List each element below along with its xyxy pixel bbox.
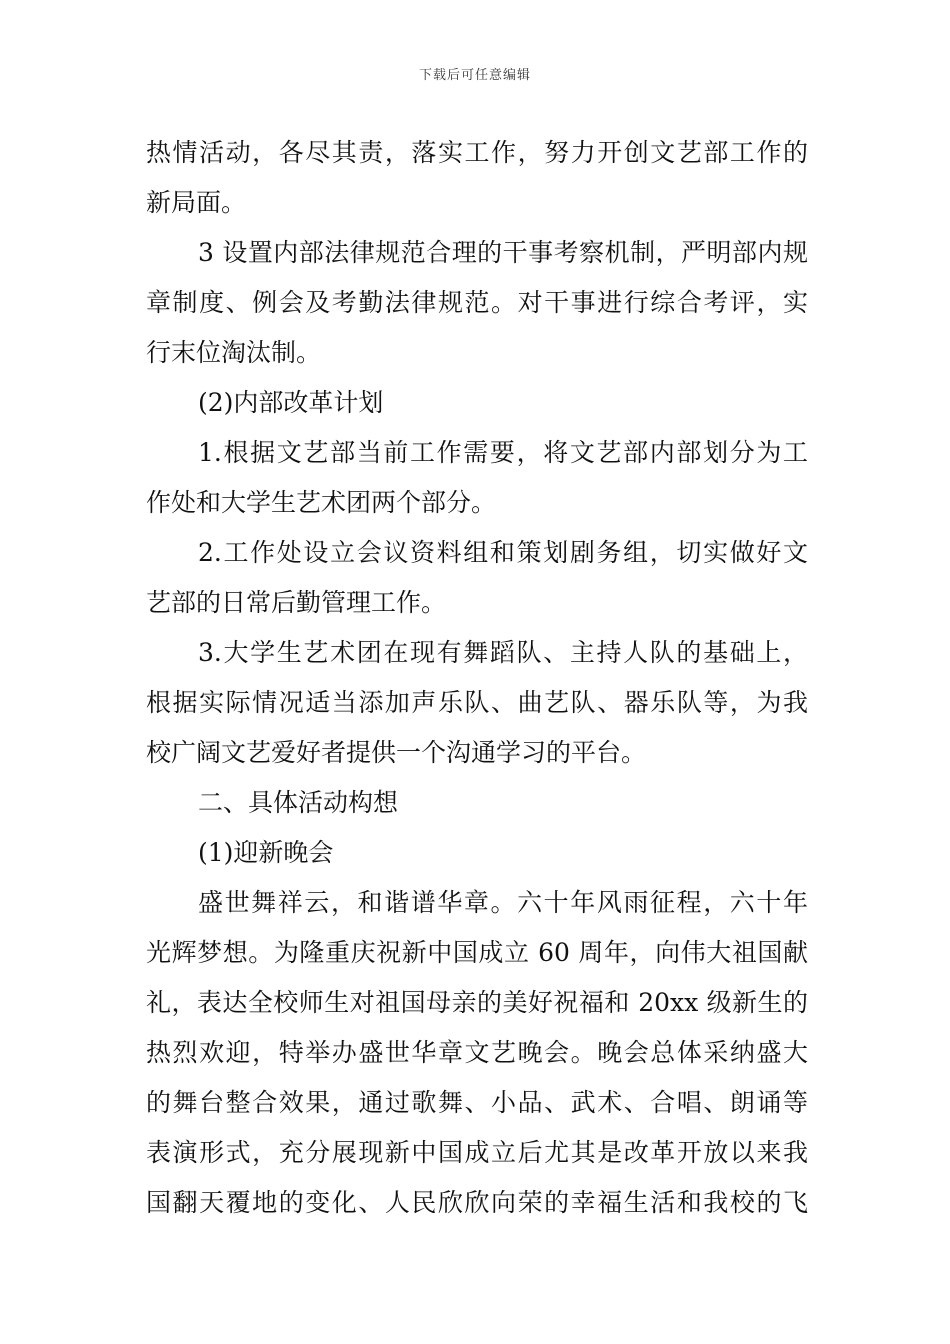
- text-line: (2)内部改革计划: [198, 388, 384, 417]
- document-body: [146, 128, 808, 1228]
- text-line: 国翻天覆地的变化、人民欣欣向荣的幸福生活和我校的飞: [146, 1188, 808, 1217]
- text-line: 3 设置内部法律规范合理的干事考察机制，严明部内规: [198, 238, 808, 267]
- text-line: 盛世舞祥云，和谐谱华章。六十年风雨征程，六十年: [198, 888, 808, 917]
- text-line: 行末位淘汰制。: [146, 338, 322, 367]
- text-line: 2.工作处设立会议资料组和策划剧务组，切实做好文: [198, 538, 808, 567]
- text-line: 校广阔文艺爱好者提供一个沟通学习的平台。: [146, 738, 647, 767]
- text-line: (1)迎新晚会: [198, 838, 334, 867]
- text-line: 热烈欢迎，特举办盛世华章文艺晚会。晚会总体采纳盛大: [146, 1038, 808, 1067]
- text-line: 根据实际情况适当添加声乐队、曲艺队、器乐队等，为我: [146, 688, 808, 717]
- text-line: 礼，表达全校师生对祖国母亲的美好祝福和 20xx 级新生的: [146, 988, 808, 1017]
- text-line: 二、具体活动构想: [198, 788, 399, 817]
- text-line: 表演形式，充分展现新中国成立后尤其是改革开放以来我: [146, 1138, 808, 1167]
- text-line: 艺部的日常后勤管理工作。: [146, 588, 447, 617]
- page-header: 下载后可任意编辑: [418, 68, 531, 83]
- text-line: 热情活动，各尽其责，落实工作，努力开创文艺部工作的: [146, 138, 808, 167]
- text-line: 光辉梦想。为隆重庆祝新中国成立 60 周年，向伟大祖国献: [146, 938, 808, 967]
- text-line: 3.大学生艺术团在现有舞蹈队、主持人队的基础上，: [198, 638, 808, 667]
- text-line: 作处和大学生艺术团两个部分。: [146, 488, 497, 517]
- text-line: 新局面。: [146, 188, 247, 217]
- text-line: 章制度、例会及考勤法律规范。对干事进行综合考评，实: [146, 288, 808, 317]
- text-line: 的舞台整合效果，通过歌舞、小品、武术、合唱、朗诵等: [146, 1088, 808, 1117]
- text-line: 1.根据文艺部当前工作需要，将文艺部内部划分为工: [198, 438, 808, 467]
